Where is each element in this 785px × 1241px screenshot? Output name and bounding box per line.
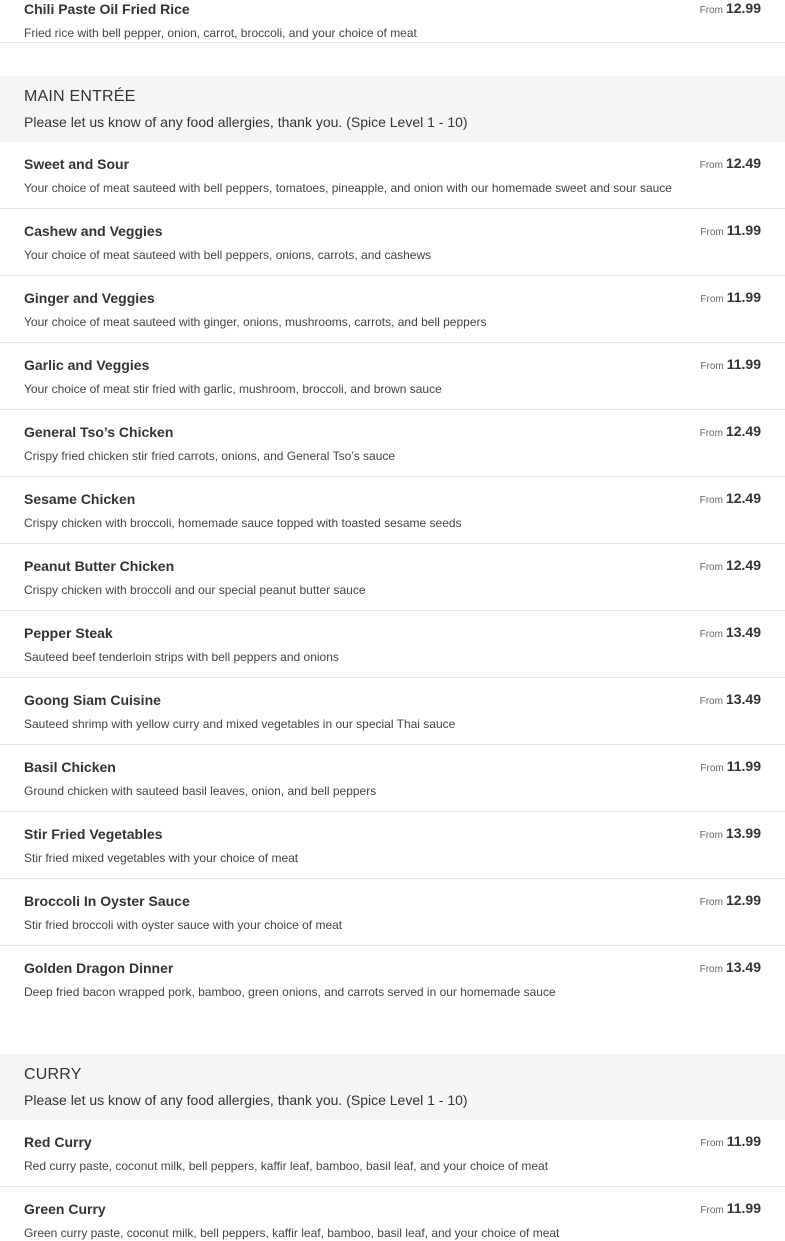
item-name: Goong Siam Cuisine <box>24 692 161 708</box>
item-description: Crispy chicken with broccoli, homemade sauce topped with toasted sesame seeds <box>24 516 462 530</box>
item-price <box>700 959 761 977</box>
price-prefix: From <box>699 629 723 640</box>
section-item-list <box>0 142 785 1012</box>
menu-item[interactable] <box>0 410 785 477</box>
item-name: Chili Paste Oil Fried Rice <box>24 1 190 17</box>
price-prefix: From <box>699 897 723 908</box>
item-description: Stir fried broccoli with oyster sauce with your choice of meat <box>24 918 343 932</box>
price-value: 13.49 <box>725 959 761 975</box>
item-price <box>700 289 761 307</box>
item-name: Sesame Chicken <box>24 491 136 507</box>
item-description: Your choice of meat sauteed with ginger, onions, mushrooms, carrots, and bell peppers <box>24 315 487 329</box>
item-name: Basil Chicken <box>24 759 116 775</box>
item-description: Sauteed shrimp with yellow curry and mixed vegetables in our special Thai sauce <box>24 717 456 731</box>
section-allergy-note: Please let us know of any food allergies, thank you. (Spice Level 1 - 10) <box>24 1092 468 1108</box>
item-description: Your choice of meat stir fried with garlic, mushroom, broccoli, and brown sauce <box>24 382 442 396</box>
section-spacer <box>0 43 785 76</box>
item-name: Peanut Butter Chicken <box>24 558 175 574</box>
price-prefix: From <box>700 1205 724 1216</box>
section-title: CURRY <box>24 1066 82 1083</box>
price-prefix: From <box>699 964 723 975</box>
item-price <box>700 825 761 843</box>
menu-item[interactable] <box>0 544 785 611</box>
menu-item[interactable] <box>0 946 785 1012</box>
price-prefix: From <box>700 763 724 774</box>
price-value: 12.99 <box>725 0 761 16</box>
section-spacer <box>0 1012 785 1054</box>
section-header-main-entree <box>0 76 785 142</box>
section-allergy-note: Please let us know of any food allergies, thank you. (Spice Level 1 - 10) <box>24 114 468 130</box>
item-price <box>700 356 761 374</box>
price-prefix: From <box>699 830 723 841</box>
price-value: 11.99 <box>726 356 761 372</box>
menu-item[interactable] <box>0 209 785 276</box>
price-prefix: From <box>699 160 723 171</box>
item-name: Garlic and Veggies <box>24 357 150 373</box>
item-price <box>700 1133 761 1151</box>
item-description: Crispy chicken with broccoli and our special peanut butter sauce <box>24 583 366 597</box>
item-price <box>700 624 761 642</box>
item-price <box>700 892 761 910</box>
price-value: 13.49 <box>725 624 761 640</box>
item-price <box>700 155 761 173</box>
price-value: 11.99 <box>726 1200 761 1216</box>
item-description: Crispy fried chicken stir fried carrots, onions, and General Tso’s sauce <box>24 449 396 463</box>
menu-item[interactable] <box>0 812 785 879</box>
item-description: Sauteed beef tenderloin strips with bell peppers and onions <box>24 650 339 664</box>
item-name: Red Curry <box>24 1134 92 1150</box>
menu-item[interactable] <box>0 343 785 410</box>
item-description: Stir fried mixed vegetables with your choice of meat <box>24 851 299 865</box>
section-header-curry <box>0 1054 785 1120</box>
price-value: 12.99 <box>725 892 761 908</box>
price-prefix: From <box>699 696 723 707</box>
item-price <box>700 1200 761 1218</box>
item-name: Cashew and Veggies <box>24 223 163 239</box>
price-value: 12.49 <box>725 155 761 171</box>
price-value: 11.99 <box>726 289 761 305</box>
item-name: Stir Fried Vegetables <box>24 826 163 842</box>
section-title: MAIN ENTRÉE <box>24 88 136 105</box>
price-prefix: From <box>700 1138 724 1149</box>
menu-item[interactable] <box>0 678 785 745</box>
item-price <box>700 0 761 18</box>
price-prefix: From <box>699 495 723 506</box>
item-name: Ginger and Veggies <box>24 290 155 306</box>
price-value: 12.49 <box>725 557 761 573</box>
item-price <box>700 758 761 776</box>
price-value: 11.99 <box>726 222 761 238</box>
price-prefix: From <box>700 361 724 372</box>
price-value: 12.49 <box>725 423 761 439</box>
section-item-list <box>0 1120 785 1241</box>
price-value: 13.99 <box>725 825 761 841</box>
price-prefix: From <box>699 5 723 16</box>
price-value: 13.49 <box>725 691 761 707</box>
item-price <box>700 490 761 508</box>
item-description: Fried rice with bell pepper, onion, carrot, broccoli, and your choice of meat <box>24 26 417 40</box>
menu-item[interactable] <box>0 0 785 43</box>
item-price <box>700 691 761 709</box>
price-value: 11.99 <box>726 1133 761 1149</box>
item-description: Green curry paste, coconut milk, bell peppers, kaffir leaf, bamboo, basil leaf, and your choice of meat <box>24 1226 560 1240</box>
item-price <box>700 222 761 240</box>
menu-item[interactable] <box>0 1187 785 1241</box>
item-price <box>700 557 761 575</box>
price-value: 12.49 <box>725 490 761 506</box>
menu-item[interactable] <box>0 879 785 946</box>
item-description: Your choice of meat sauteed with bell peppers, tomatoes, pineapple, and onion with our homemade sweet and sour sauce <box>24 181 672 195</box>
menu-item[interactable] <box>0 477 785 544</box>
item-name: Broccoli In Oyster Sauce <box>24 893 190 909</box>
item-name: Golden Dragon Dinner <box>24 960 174 976</box>
item-description: Your choice of meat sauteed with bell peppers, onions, carrots, and cashews <box>24 248 432 262</box>
price-prefix: From <box>699 562 723 573</box>
price-value: 11.99 <box>726 758 761 774</box>
menu-item[interactable] <box>0 142 785 209</box>
price-prefix: From <box>700 227 724 238</box>
price-prefix: From <box>699 428 723 439</box>
item-name: Green Curry <box>24 1201 106 1217</box>
menu-item[interactable] <box>0 745 785 812</box>
menu-item[interactable] <box>0 1120 785 1187</box>
price-prefix: From <box>700 294 724 305</box>
item-price <box>700 423 761 441</box>
menu-item[interactable] <box>0 276 785 343</box>
item-description: Ground chicken with sauteed basil leaves, onion, and bell peppers <box>24 784 377 798</box>
item-name: Sweet and Sour <box>24 156 130 172</box>
item-description: Deep fried bacon wrapped pork, bamboo, green onions, and carrots served in our homemade sauce <box>24 985 556 999</box>
item-name: Pepper Steak <box>24 625 113 641</box>
item-description: Red curry paste, coconut milk, bell peppers, kaffir leaf, bamboo, basil leaf, and your choice of meat <box>24 1159 549 1173</box>
menu-item[interactable] <box>0 611 785 678</box>
item-name: General Tso’s Chicken <box>24 424 174 440</box>
